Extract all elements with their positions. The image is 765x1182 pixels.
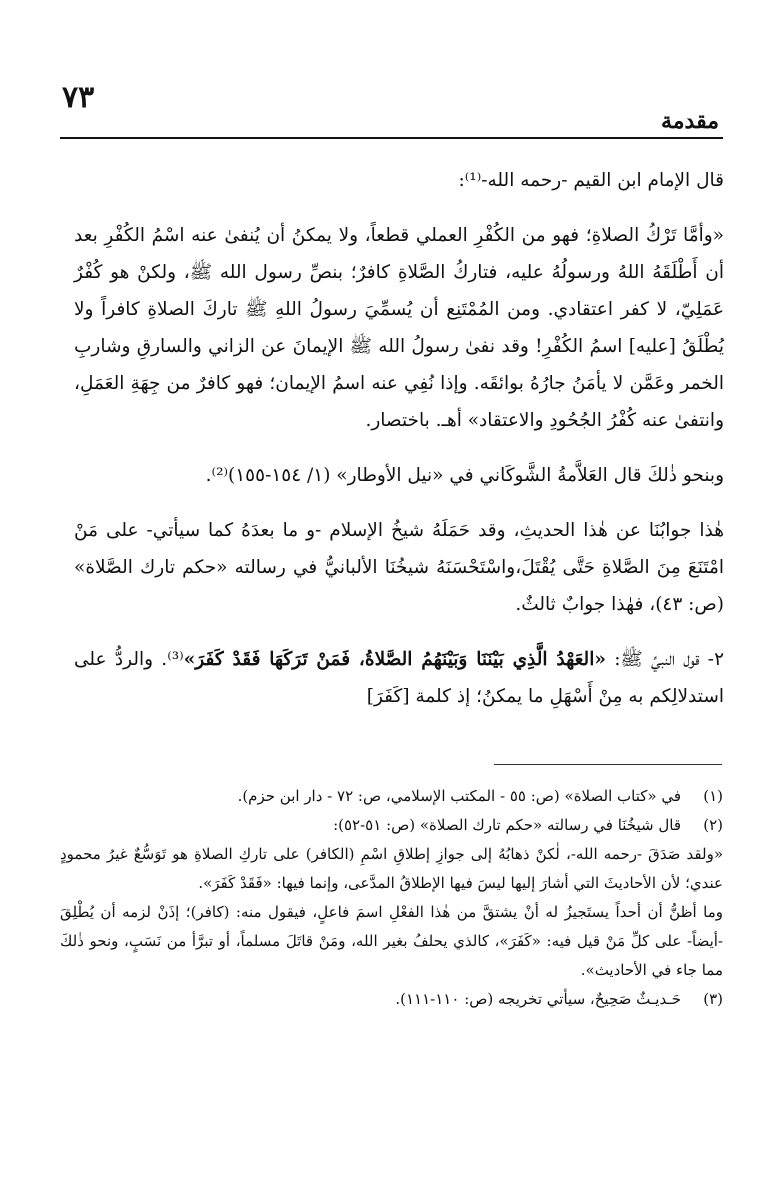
main-text (74, 162, 724, 725)
hadith-rest: ⁽³⁾. والردُّ على استدلالِكم به مِنْ أَسْهَلِ ما يمكنُ؛ إذ كلمة [كَفَرَ] (74, 649, 724, 707)
paragraph-second-hadith (74, 641, 724, 715)
paragraph-shawkani: وبنحو ذٰلكَ قال العَلاَّمةُ الشَّوكَاني في «نيل الأوطار» (١/ ١٥٤-١٥٥)⁽²⁾. (205, 465, 724, 486)
footnote-number: (٢) (703, 816, 723, 834)
footnote-text: قال شيخُنَا في رسالته «حكم تارك الصلاة» (ص: ٥١-٥٢): (333, 816, 681, 834)
footnote-number: (١) (703, 787, 723, 805)
footnote-text: في «كتاب الصلاة» (ص: ٥٥ - المكتب الإسلامي، ص: ٧٢ - دار ابن حزم). (237, 787, 681, 805)
paragraph-third-answer: هٰذا جوابُنَا عن هٰذا الحديثِ، وقد حَمَلَهُ شيخُ الإسلام -و ما بعدَهُ كما سيأتي- على مَنْ امْتَنَعَ مِنَ الصَّلاةِ حَتَّى يُقْتَلَ،واسْتَحْسَنَهُ شيخُنَا الألبانيُّ في رسالته «حكم تارك الصَّلاة» (ص: ٤٣)، فهٰذا جوابٌ ثالثٌ. (74, 520, 724, 615)
paragraph-quote-ibn-qayyim: «وأمَّا تَرْكُ الصلاةِ؛ فهو من الكُفْرِ العملي قطعاً، ولا يمكنُ أن يُنفىٰ عنه اسْمُ الكُفْرِ بعد أن أَطْلَقَهُ اللهُ ورسولُهُ عليه، فتاركُ الصَّلاةِ كافرٌ؛ بنصِّ رسول الله ﷺ، ولكنْ هو كُفْرٌ عَمَلِيّ، لا كفر اعتقادي. ومن المُمْتَنِع أن يُسمِّيَ رسولُ اللهِ ﷺ تاركَ الصلاةِ كافراً ولا يُطْلَقُ [عليه] اسمُ الكُفْرِ! وقد نفىٰ رسولُ الله ﷺ الإيمانَ عن الزاني والسارقِ وشاربِ الخمر وعَمَّن لا يأمَنُ جارُهُ بوائقَه. وإذا نُفِي عنه اسمُ الإيمان؛ فهو كافرٌ من جِهَةِ العَمَلِ، وانتفىٰ عنه كُفْرُ الجُحُودِ والاعتقاد» أهـ. باختصار. (74, 225, 724, 431)
header-rule (60, 137, 723, 139)
page-number: ٧٣ (62, 80, 95, 115)
section-title: مقدمة (660, 108, 719, 134)
footnote-number: (٣) (703, 990, 723, 1008)
footnote-1 (60, 782, 723, 811)
footnote-3 (60, 985, 723, 1014)
footnote-2-continuation: وما أظنُّ أن أحداً يستَجيزُ له أنْ يشتقَّ من هٰذا الفعْلِ اسمَ فاعلٍ، فيقول منه: (كافر)؛ إذَنْ لزمه أن يُطْلِقَ -أيضاً- على كلِّ مَنْ قيل فيه: «كَفَرَ»، كالذي يحلفُ بغير الله، ومَنْ قاتَلَ مسلماً، أو تبرَّأ من نَسَبٍ، ونحو ذٰلكَ مما جاء في الأحاديث». (60, 903, 723, 979)
footnotes (60, 782, 723, 1014)
footnote-2-quote: «ولقد صَدَقَ -رحمه الله-، لٰكنْ ذهابُهُ إلى جوازِ إطلاقِ اسْمِ (الكافر) على تاركِ الصلاةِ هو تَوَسُّعٌ غيرُ محمودٍ عندي؛ لأن الأحاديثَ التي أشارَ إليها ليسَ فيها الإطلاقُ المدَّعى، وإنما فيها: «فَقَدْ كَفَرَ». (60, 845, 723, 892)
paragraph-intro: قال الإمام ابن القيم -رحمه الله-⁽¹⁾: (458, 170, 724, 191)
hadith-text: «العَهْدُ الَّذِي بَيْنَنَا وَبَيْنَهُمُ الصَّلاةُ، فَمَنْ تَرَكَهَا فَقَدْ كَفَرَ» (183, 649, 606, 670)
footnote-text: حَـديـثٌ صَحِيحٌ، سيأتي تخريجه (ص: ١١٠-١١١). (395, 990, 681, 1008)
footnote-2 (60, 811, 723, 840)
footnote-rule (494, 764, 722, 765)
hadith-lead: ٢- قول النبيِّ ﷺ: (605, 649, 724, 670)
